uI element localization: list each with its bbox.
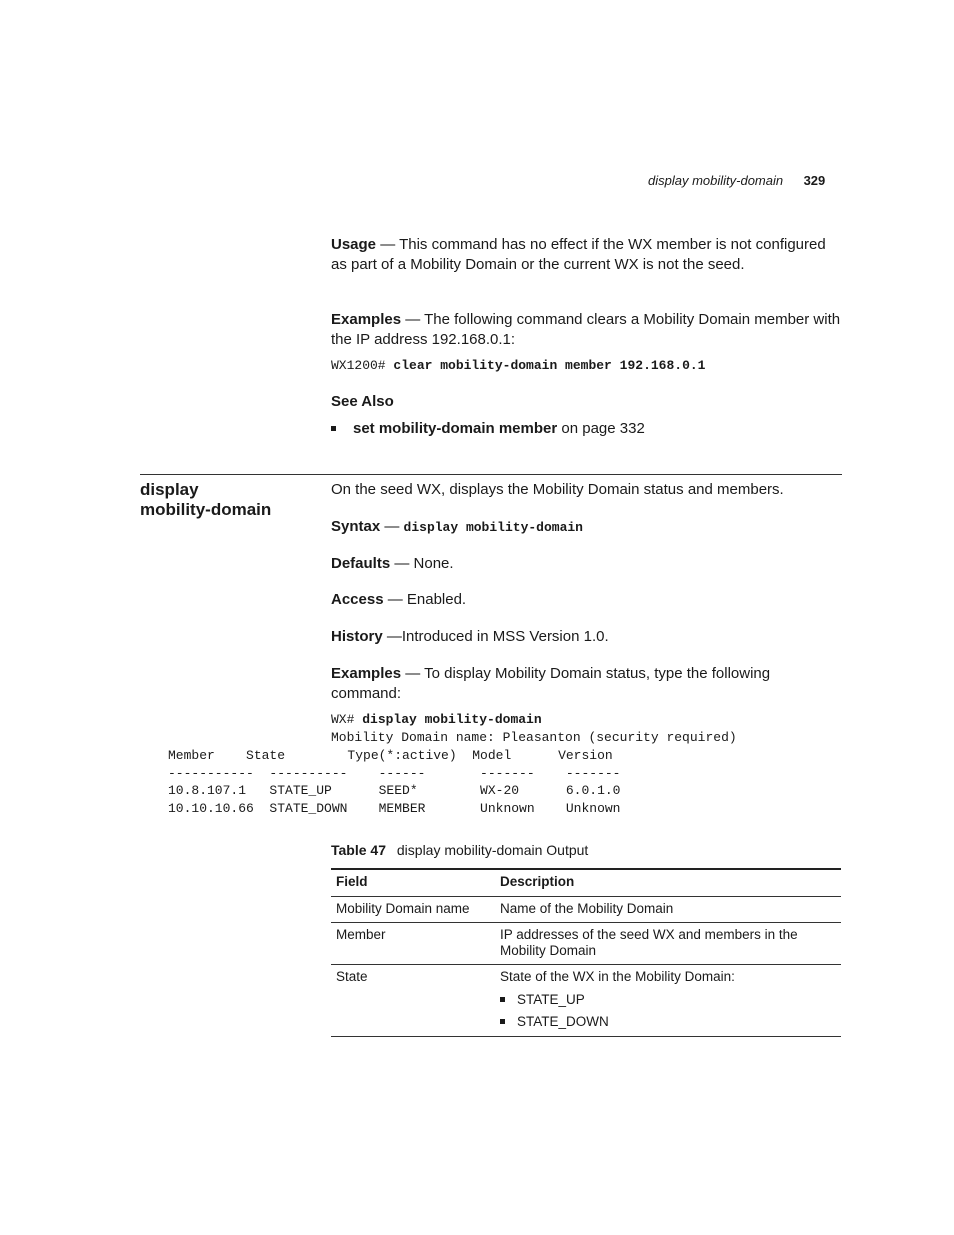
table-cell-field: Mobility Domain name — [336, 900, 470, 916]
table-row — [331, 922, 841, 964]
table-cell-description — [495, 965, 841, 1036]
see-also-item[interactable] — [331, 419, 645, 439]
history-label: History — [331, 628, 383, 645]
bullet-icon — [500, 1019, 505, 1024]
output-row: 10.8.107.1 STATE_UP SEED* WX-20 6.0.1.0 — [168, 783, 621, 798]
examples-text-2: — To display Mobility Domain status, type the following command: — [331, 665, 771, 702]
table-caption — [331, 842, 588, 858]
syntax-line — [331, 517, 583, 537]
bullet-icon — [331, 426, 336, 431]
see-also-page-ref: on page 332 — [557, 420, 645, 437]
section-divider — [140, 474, 842, 475]
section-title — [140, 480, 271, 520]
examples-text-1: — The following command clears a Mobility Domain member with the IP address 192.168.0.1: — [331, 311, 841, 348]
see-also-heading: See Also — [331, 393, 394, 410]
see-also-link[interactable]: set mobility-domain member — [353, 420, 558, 437]
table-row — [331, 964, 841, 1036]
defaults-text: — None. — [390, 555, 454, 572]
access-label: Access — [331, 591, 384, 608]
header-title: display mobility-domain — [648, 173, 784, 188]
list-item — [500, 992, 836, 1008]
list-item-text: STATE_DOWN — [517, 1014, 609, 1029]
bullet-icon — [500, 997, 505, 1002]
syntax-dash: — — [380, 518, 404, 535]
access-text: — Enabled. — [383, 591, 467, 608]
access-line — [331, 590, 466, 610]
output-table — [331, 868, 841, 1037]
code-command-1: clear mobility-domain member 192.168.0.1 — [393, 358, 706, 373]
list-item — [500, 1014, 836, 1030]
code-example-2 — [331, 711, 542, 729]
defaults-line — [331, 554, 454, 574]
usage-paragraph — [331, 235, 841, 274]
examples-label-2: Examples — [331, 665, 402, 682]
running-header — [648, 172, 825, 190]
output-row: 10.10.10.66 STATE_DOWN MEMBER Unknown Unknown — [168, 801, 621, 816]
code-prompt-2: WX# — [331, 712, 363, 727]
defaults-label: Defaults — [331, 555, 391, 572]
page-number: 329 — [803, 173, 826, 188]
column-header-description: Description — [500, 874, 575, 889]
output-dashes: ----------- ---------- ------ ------- ------- — [168, 766, 621, 781]
table-row — [331, 896, 841, 923]
table-cell-field: Member — [336, 927, 386, 942]
examples-paragraph-1 — [331, 310, 843, 349]
table-cell-description: IP addresses of the seed WX and members in the Mobility Domain — [500, 927, 798, 958]
examples-paragraph-2 — [331, 664, 841, 703]
usage-label: Usage — [331, 236, 377, 253]
section-title-line1: display — [140, 480, 199, 499]
table-cell-field: State — [336, 969, 368, 984]
code-prompt-1: WX1200# — [331, 358, 394, 373]
table-cell-description: Name of the Mobility Domain — [500, 900, 674, 916]
history-line — [331, 627, 609, 647]
history-text: —Introduced in MSS Version 1.0. — [382, 628, 609, 645]
table-header-row — [331, 868, 841, 896]
table-bottom-rule — [331, 1036, 841, 1037]
syntax-label: Syntax — [331, 518, 381, 535]
list-item-text: STATE_UP — [517, 991, 585, 1007]
output-domain-name: Mobility Domain name: Pleasanton (security required) — [331, 730, 737, 745]
column-header-field: Field — [336, 874, 368, 889]
code-example-1 — [331, 357, 705, 375]
usage-text: — This command has no effect if the WX member is not configured as part of a Mobility Domain or the current WX is not the seed. — [331, 236, 826, 273]
table-caption-label: Table 47 — [331, 842, 386, 858]
output-header: Member State Type(*:active) Model Version — [168, 748, 613, 763]
table-cell-description-text: State of the WX in the Mobility Domain: — [500, 969, 735, 984]
section-title-line2: mobility-domain — [140, 500, 272, 519]
table-caption-text: display mobility-domain Output — [396, 842, 589, 858]
syntax-command: display mobility-domain — [403, 520, 583, 535]
section-intro: On the seed WX, displays the Mobility Domain status and members. — [331, 481, 784, 498]
examples-label-1: Examples — [331, 311, 402, 328]
code-command-2: display mobility-domain — [362, 712, 542, 727]
